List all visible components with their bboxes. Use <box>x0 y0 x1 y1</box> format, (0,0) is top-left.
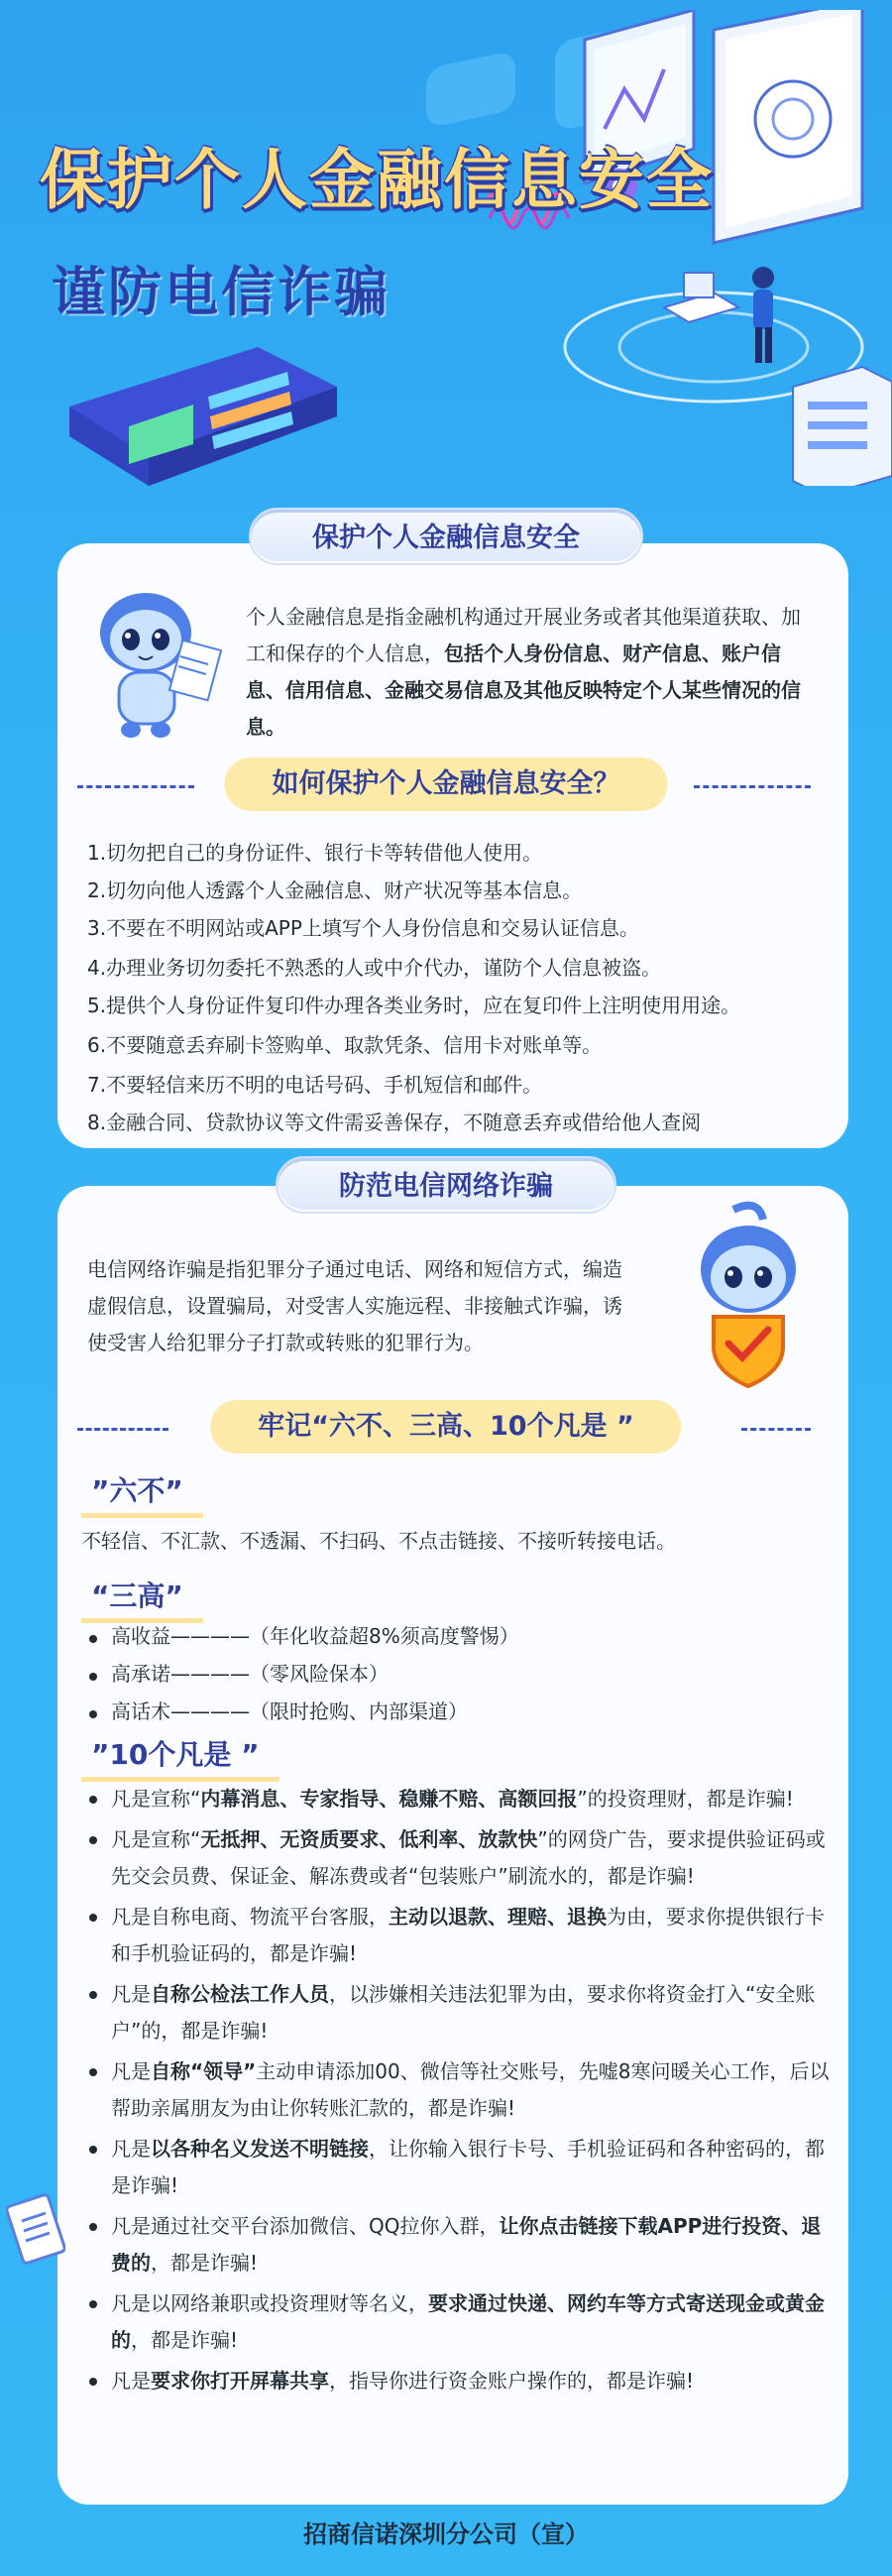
section1-intro <box>246 599 815 746</box>
six-no-label: ”六不” <box>81 1469 203 1518</box>
footer-company: 招商信诺深圳分公司（宣） <box>303 2520 589 2548</box>
divider-left <box>77 785 194 788</box>
tip-item: 5.提供个人身份证件复印件办理各类业务时，应在复印件上注明使用用途。 <box>87 994 741 1017</box>
section2-title: 防范电信网络诈骗 <box>276 1156 616 1214</box>
list-item: 凡是自称“领导”主动申请添加00、微信等社交账号，先嘘8寒问暖关心工作，后以帮助亲属朋友为由让你转账汇款的，都是诈骗! <box>81 2053 830 2127</box>
how-to-protect-title: 如何保护个人金融信息安全？ <box>225 758 668 811</box>
header-banner <box>0 0 892 516</box>
tip-item: 3.不要在不明网站或APP上填写个人身份信息和交易认证信息。 <box>87 916 639 940</box>
list-item: 凡是通过社交平台添加微信、QQ拉你入群，让你点击链接下载APP进行投资、退费的，都是诈骗! <box>81 2208 830 2282</box>
divider-left <box>77 1428 168 1431</box>
tip-item: 7.不要轻信来历不明的电话号码、手机短信和邮件。 <box>87 1073 543 1097</box>
tip-item: 2.切勿向他人透露个人金融信息、财产状况等基本信息。 <box>87 878 583 902</box>
list-item: 高承诺————（零风险保本） <box>81 1658 830 1690</box>
list-item: 高收益————（年化收益超8%须高度警惕） <box>81 1620 830 1652</box>
tip-item: 4.办理业务切勿委托不熟悉的人或中介代办，谨防个人信息被盗。 <box>87 956 662 980</box>
section2-intro: 电信网络诈骗是指犯罪分子通过电话、网络和短信方式，编造虚假信息，设置骗局，对受害人实施远程、非接触式诈骗，诱使受害人给犯罪分子打款或转账的犯罪行为。 <box>87 1257 622 1354</box>
robot-mascot-reading-icon <box>81 585 230 744</box>
tip-item: 8.金融合同、贷款协议等文件需妥善保存，不随意丢弃或借给他人查阅 <box>87 1111 702 1134</box>
header-title: 保护个人金融信息安全 <box>40 142 714 218</box>
list-item: 凡是自称电商、物流平台客服，主动以退款、理赔、退换为由，要求你提供银行卡和手机验证码的，都是诈骗! <box>81 1899 830 1972</box>
three-high-list <box>81 1620 830 1733</box>
list-item: 凡是宣称“内幕消息、专家指导、稳赚不赔、高额回报”的投资理财，都是诈骗! <box>81 1781 830 1817</box>
header-subtitle: 谨防电信诈骗 <box>52 261 390 323</box>
tip-item: 1.切勿把自己的身份证件、银行卡等转借他人使用。 <box>87 841 543 865</box>
section1-intro-plain: 个人金融信息是指金融机构通过开展业务或者其他渠道获取、加工和保存的个人信息， <box>246 605 801 665</box>
ten-list <box>81 1781 830 2403</box>
six-no-text: 不轻信、不汇款、不透漏、不扫码、不点击链接、不接听转接电话。 <box>81 1529 676 1553</box>
list-item: 凡是宣称“无抵押、无资质要求、低利率、放款快”的网贷广告，要求提供验证码或先交会员费、保证金、解冻费或者“包装账户”刷流水的，都是诈骗! <box>81 1821 830 1895</box>
list-item: 凡是自称公检法工作人员，以涉嫌相关违法犯罪为由，要求你将资金打入“安全账户”的，都是诈骗! <box>81 1976 830 2049</box>
ten-label: ”10个凡是 ” <box>81 1733 279 1782</box>
remember-title: 牢记“六不、三高、10个凡是 ” <box>210 1400 681 1454</box>
divider-right <box>694 785 811 788</box>
list-item: 凡是要求你打开屏幕共享，指导你进行资金账户操作的，都是诈骗! <box>81 2363 830 2400</box>
list-item: 高话术————（限时抢购、内部渠道） <box>81 1696 830 1727</box>
three-high-label: “三高” <box>81 1575 203 1623</box>
section1-intro-bold: 包括个人身份信息、财产信息、账户信息、信用信息、金融交易信息及其他反映特定个人某些情况的信息。 <box>246 642 801 739</box>
list-item: 凡是以网络兼职或投资理财等名义，要求通过快递、网约车等方式寄送现金或黄金的，都是诈骗! <box>81 2285 830 2359</box>
tip-item: 6.不要随意丢弃刷卡签购单、取款凭条、信用卡对账单等。 <box>87 1033 603 1057</box>
platform-illustration-icon <box>59 347 347 516</box>
list-item: 凡是以各种名义发送不明链接，让你输入银行卡号、手机验证码和各种密码的，都是诈骗! <box>81 2131 830 2204</box>
section1-title: 保护个人金融信息安全 <box>249 508 643 565</box>
data-center-illustration-icon <box>466 10 892 486</box>
robot-mascot-shield-icon <box>674 1200 823 1388</box>
document-icon <box>6 2191 65 2271</box>
divider-right <box>741 1428 811 1431</box>
